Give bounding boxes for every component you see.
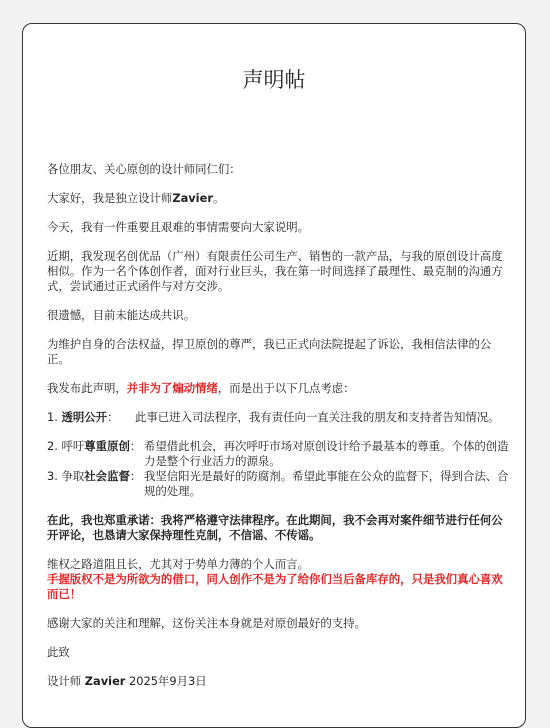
point-text-1: 此事已进入司法程序，我有责任向一直关注我的朋友和支持者告知情况。 — [135, 410, 500, 424]
today-paragraph: 今天，我有一件重要且艰难的事情需要向大家说明。 — [47, 220, 309, 234]
point-text-3: 我坚信阳光是最好的防腐剂。希望此事能在公众的监督下，得到合法、合规的处理。 — [144, 469, 509, 498]
point-keyword: 透明公开 — [61, 410, 108, 424]
commitment-paragraph: 在此，我也郑重承诺：我将严格遵守法律程序。在此期间，我不会再对案件细节进行任何公开评论，也恳请大家保持理性克制，不信谣、不传谣。 — [47, 513, 503, 542]
purpose-paragraph — [47, 381, 513, 396]
signature-date: 2025年9月3日 — [125, 674, 207, 688]
point-label-1 — [47, 410, 135, 425]
point-number: 1. — [47, 410, 62, 424]
intro-suffix: 。 — [212, 191, 225, 205]
closing: 此致 — [47, 645, 70, 659]
point-keyword: 社会监督 — [84, 469, 130, 483]
point-keyword: 尊重原创 — [84, 439, 130, 453]
point-item-3 — [47, 469, 513, 499]
lawsuit-paragraph: 为维护自身的合法权益，捍卫原创的尊严，我已正式向法院提起了诉讼，我相信法律的公正。 — [47, 337, 492, 366]
thanks-paragraph: 感谢大家的关注和理解，这份关注本身就是对原创最好的支持。 — [47, 616, 366, 630]
page-title: 声明帖 — [242, 68, 306, 92]
point-number: 2. 呼吁 — [47, 439, 85, 453]
intro-paragraph — [47, 191, 513, 206]
point-label-3 — [47, 469, 144, 499]
statement-sheet — [22, 23, 526, 728]
purpose-suffix: ，而是出于以下几点考虑： — [217, 381, 355, 395]
red-statement: 手握版权不是为所欲为的借口，同人创作不是为了给你们当后备库存的，只是我们真心喜欢而已！ — [47, 572, 503, 601]
signature-prefix: 设计师 — [47, 674, 85, 688]
signature-name: Zavier — [84, 674, 126, 688]
point-colon: ： — [129, 439, 142, 453]
signature — [47, 674, 513, 689]
point-colon: ： — [107, 410, 119, 424]
point-colon: ： — [129, 469, 142, 483]
salutation: 各位朋友、关心原创的设计师同仁们： — [47, 162, 241, 176]
regret-paragraph: 很遗憾，目前未能达成共识。 — [47, 308, 196, 322]
point-text-2: 希望借此机会，再次呼吁市场对原创设计给予最基本的尊重。个体的创造力是整个行业活力的源泉。 — [144, 439, 509, 468]
purpose-prefix: 我发布此声明， — [47, 381, 127, 395]
point-label-2 — [47, 439, 144, 469]
purpose-emphasis: 并非为了煽动情绪 — [126, 381, 218, 395]
point-item-2 — [47, 439, 513, 469]
recent-paragraph: 近期，我发现名创优品（广州）有限责任公司生产、销售的一款产品，与我的原创设计高度相似。作为一名个体创作者，面对行业巨头，我在第一时间选择了最理性、最克制的沟通方式，尝试通过正式函件与对方交涉。 — [47, 249, 503, 293]
designer-name: Zavier — [172, 191, 213, 205]
statement-body — [47, 162, 513, 703]
intro-prefix: 大家好，我是独立设计师 — [47, 191, 173, 205]
point-number: 3. 争取 — [47, 469, 85, 483]
rights-paragraph: 维权之路道阻且长，尤其对于势单力薄的个人而言。 — [47, 557, 309, 571]
point-item-1 — [47, 410, 513, 425]
